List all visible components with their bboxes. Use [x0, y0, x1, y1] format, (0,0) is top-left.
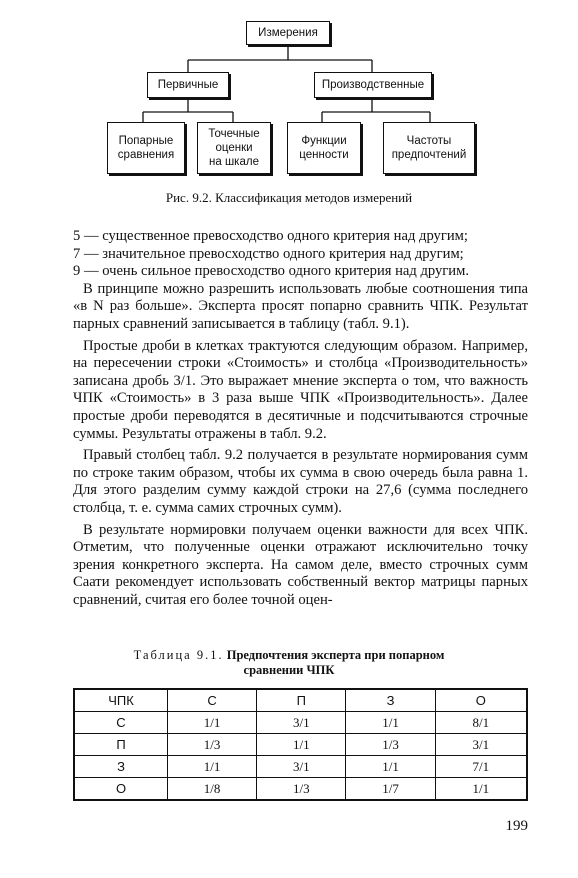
diagram-node-production: [314, 72, 432, 98]
diagram-node-pairwise-label: Попарные сравнения: [117, 135, 175, 161]
table-cell: 1/3: [346, 734, 435, 756]
table-cell: 1/1: [346, 756, 435, 778]
diagram-node-production-label: Производственные: [321, 79, 425, 91]
table-cell: 1/7: [346, 778, 435, 801]
diagram-node-point-estimates: [197, 122, 271, 174]
diagram-node-root-label: Измерения: [258, 27, 318, 39]
table-cell: 1/1: [346, 712, 435, 734]
table-cell: 3/1: [435, 734, 527, 756]
table-header-cell: ЧПК: [74, 689, 168, 712]
paragraph-3: Правый столбец табл. 9.2 получается в результате нормирования сумм по строке таким образом, чтобы их сумма в свою очередь была равна 1. Для этого разделим сумму каждой строки на 27,6 (сумма последнего столбца, т. е. сумма самих строчных сумм).: [73, 447, 528, 516]
table-cell: 1/3: [257, 778, 346, 801]
table-caption: [0, 648, 578, 678]
table-row: [74, 756, 527, 778]
table-caption-title-1: Предпочтения эксперта при попарном: [226, 648, 445, 662]
table-cell: 1/1: [435, 778, 527, 801]
scale-line-7: 7 — значительное превосходство одного критерия над другим;: [73, 245, 464, 262]
scale-line-9: 9 — очень сильное превосходство одного критерия над другим.: [73, 263, 469, 280]
page-number: 199: [505, 818, 528, 834]
scale-line-5: 5 — существенное превосходство одного критерия над другим;: [73, 228, 468, 244]
diagram-node-point-estimates-label: Точечные оценки на шкале: [208, 128, 260, 168]
diagram-node-root: [246, 21, 330, 45]
table-cell: 1/8: [168, 778, 257, 801]
table-cell: 1/1: [168, 756, 257, 778]
table-row-label: З: [74, 756, 168, 778]
table-row-label: С: [74, 712, 168, 734]
diagram-node-primary: [147, 72, 229, 98]
diagram-node-pairwise: [107, 122, 185, 174]
table-row: [74, 778, 527, 801]
table-header-cell: З: [346, 689, 435, 712]
diagram-node-preference-frequencies-label: Частоты предпочтений: [391, 135, 467, 161]
preference-table: [73, 688, 528, 801]
diagram-node-primary-label: Первичные: [157, 79, 219, 91]
paragraph-1: В принципе можно разрешить использовать любые соотношения типа «в N раз больше». Эксперта просят попарно сравнить ЧПК. Результат парных сравнений записывается в таблицу (табл. 9.1).: [73, 280, 528, 332]
table-header-cell: С: [168, 689, 257, 712]
diagram-node-value-functions: [287, 122, 361, 174]
table-cell: 1/1: [168, 712, 257, 734]
body-text: [73, 228, 528, 609]
table-row-label: О: [74, 778, 168, 801]
table-caption-number: Таблица 9.1.: [133, 648, 224, 662]
figure-caption: Рис. 9.2. Классификация методов измерений: [165, 190, 413, 205]
diagram-node-preference-frequencies: [383, 122, 475, 174]
table-cell: 1/1: [257, 734, 346, 756]
table-caption-title-2: сравнении ЧПК: [243, 663, 335, 677]
classification-diagram: [0, 0, 578, 180]
table-cell: 3/1: [257, 712, 346, 734]
table-row: [74, 712, 527, 734]
table-cell: 7/1: [435, 756, 527, 778]
paragraph-2: Простые дроби в клетках трактуются следующим образом. Например, на пересечении строки «Стоимость» и столбца «Производительность» записана дробь 3/1. Это выражает мнение эксперта о том, что важность ЧПК «Стоимость» в 3 раза выше ЧПК «Производительность». Далее простые дроби переводятся в десятичные и подсчитываются строчные суммы. Результаты отражены в табл. 9.2.: [73, 337, 528, 442]
table-row: [74, 734, 527, 756]
table-cell: 1/3: [168, 734, 257, 756]
table-header-row: [74, 689, 527, 712]
paragraph-4: В результате нормировки получаем оценки важности для всех ЧПК. Отметим, что полученные оценки отражают исключительно точку зрения конкретного эксперта. На самом деле, вместо строчных сумм Саати рекомендует использовать собственный вектор матрицы парных сравнений, считая его более точной оцен-: [73, 521, 528, 608]
table-header-cell: О: [435, 689, 527, 712]
table-cell: 8/1: [435, 712, 527, 734]
table-header-cell: П: [257, 689, 346, 712]
table-cell: 3/1: [257, 756, 346, 778]
table-row-label: П: [74, 734, 168, 756]
diagram-node-value-functions-label: Функции ценности: [299, 135, 349, 161]
